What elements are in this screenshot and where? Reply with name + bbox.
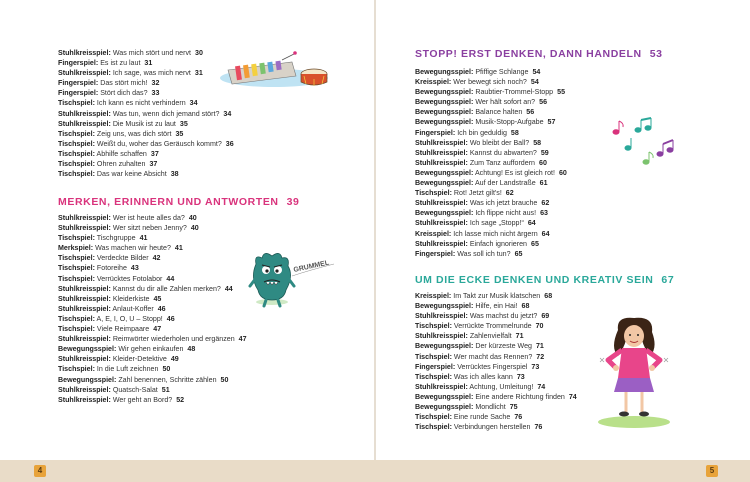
toc-entry-title: Einfach ignorieren bbox=[469, 239, 527, 248]
toc-list-um-die-ecke bbox=[415, 291, 577, 432]
toc-entry-title: Verrücktes Fingerspiel bbox=[457, 362, 528, 371]
toc-entry-type: Bewegungsspiel: bbox=[415, 118, 474, 127]
toc-entry-type: Stuhlkreisspiel: bbox=[415, 312, 468, 321]
toc-entry bbox=[415, 372, 577, 382]
music-notes-illustration bbox=[610, 118, 680, 168]
toc-entry-type: Tischspiel: bbox=[58, 365, 95, 374]
toc-entry bbox=[415, 87, 567, 97]
toc-entry bbox=[58, 284, 247, 294]
toc-entry-type: Tischspiel: bbox=[58, 149, 95, 158]
toc-entry bbox=[58, 98, 234, 108]
toc-entry-type: Stuhlkreisspiel: bbox=[58, 69, 111, 78]
toc-entry-title: Ich sage „Stopp!“ bbox=[469, 219, 524, 228]
toc-entry bbox=[415, 138, 567, 148]
toc-entry-title: Wer ist heute alles da? bbox=[112, 214, 185, 222]
toc-entry-type: Tischspiel: bbox=[415, 372, 452, 381]
toc-entry bbox=[58, 294, 247, 304]
toc-entry-page: 58 bbox=[533, 138, 542, 147]
toc-entry-page: 44 bbox=[166, 274, 175, 283]
toc-entry bbox=[415, 239, 567, 249]
toc-entry bbox=[415, 218, 567, 228]
toc-entry bbox=[415, 158, 567, 168]
toc-entry bbox=[58, 263, 247, 273]
toc-entry-type: Stuhlkreisspiel: bbox=[58, 284, 111, 293]
book-spine bbox=[374, 0, 376, 482]
toc-entry-type: Stuhlkreisspiel: bbox=[415, 239, 468, 248]
toc-entry-title: Was ich jetzt brauche bbox=[469, 199, 538, 208]
toc-entry-page: 64 bbox=[541, 229, 550, 238]
toc-entry-page: 59 bbox=[540, 148, 549, 157]
toc-entry-type: Tischspiel: bbox=[58, 234, 95, 243]
toc-entry-type: Stuhlkreisspiel: bbox=[58, 355, 111, 364]
section-heading-um-die-ecke bbox=[415, 274, 674, 286]
toc-entry-page: 60 bbox=[539, 158, 547, 167]
toc-entry bbox=[58, 324, 247, 334]
toc-entry bbox=[58, 149, 234, 159]
toc-entry-type: Tischspiel: bbox=[415, 189, 452, 198]
toc-entry-type: Stuhlkreisspiel: bbox=[415, 158, 468, 167]
toc-entry bbox=[58, 304, 247, 314]
toc-entry bbox=[58, 213, 247, 223]
toc-entry-title: Was ich alles kann bbox=[453, 372, 513, 381]
toc-entry-title: Ich sage, was mich nervt bbox=[112, 69, 191, 78]
section-heading-merken bbox=[58, 196, 300, 208]
toc-entry-type: Tischspiel: bbox=[58, 129, 95, 138]
toc-entry-title: Mondlicht bbox=[475, 403, 506, 412]
toc-entry-title: Achtung, Umleitung! bbox=[469, 382, 534, 391]
toc-entry-title: Weißt du, woher das Geräusch kommt? bbox=[96, 139, 222, 148]
toc-entry-page: 74 bbox=[568, 392, 577, 401]
page-number-right: 5 bbox=[706, 465, 718, 477]
toc-entry-type: Tischspiel: bbox=[415, 352, 452, 361]
toc-entry-page: 50 bbox=[162, 365, 171, 374]
toc-entry-type: Bewegungsspiel: bbox=[58, 375, 117, 384]
toc-entry bbox=[58, 364, 247, 374]
toc-entry-page: 55 bbox=[557, 88, 566, 97]
toc-entry-title: Ohren zuhalten bbox=[96, 160, 146, 169]
toc-entry-title: Es ist zu laut bbox=[100, 59, 141, 68]
toc-entry-page: 47 bbox=[153, 325, 162, 334]
toc-entry bbox=[58, 139, 234, 149]
toc-entry-type: Bewegungsspiel: bbox=[415, 392, 474, 401]
toc-entry bbox=[415, 208, 567, 218]
toc-entry-title: Die Musik ist zu laut bbox=[112, 119, 176, 128]
toc-entry-page: 54 bbox=[530, 78, 539, 87]
toc-entry-type: Stuhlkreisspiel: bbox=[58, 224, 111, 233]
toc-entry bbox=[58, 88, 234, 98]
toc-entry-page: 69 bbox=[541, 312, 550, 321]
toc-entry-type: Kreisspiel: bbox=[415, 229, 452, 238]
toc-entry-type: Fingerspiel: bbox=[58, 79, 99, 88]
section-title: UM DIE ECKE DENKEN UND KREATIV SEIN bbox=[415, 274, 654, 286]
toc-entry-page: 71 bbox=[535, 342, 544, 351]
toc-entry bbox=[58, 385, 247, 395]
toc-entry bbox=[58, 58, 234, 68]
toc-entry-title: Wo bleibt der Ball? bbox=[469, 138, 530, 147]
toc-entry bbox=[58, 48, 234, 58]
toc-entry bbox=[58, 159, 234, 169]
toc-entry-page: 32 bbox=[151, 79, 160, 88]
section-heading-stopp bbox=[415, 48, 663, 60]
toc-entry-page: 35 bbox=[175, 129, 184, 138]
toc-entry-page: 75 bbox=[509, 403, 518, 412]
toc-entry bbox=[415, 331, 577, 341]
toc-entry-page: 47 bbox=[238, 335, 247, 344]
toc-entry-title: Im Takt zur Musik klatschen bbox=[453, 292, 541, 300]
toc-entry-title: Wir gehen einkaufen bbox=[118, 345, 184, 354]
toc-entry-type: Stuhlkreisspiel: bbox=[415, 332, 468, 341]
toc-entry-page: 58 bbox=[510, 128, 519, 137]
toc-entry-page: 65 bbox=[531, 239, 539, 248]
section-page-number: 39 bbox=[286, 196, 300, 208]
toc-entry-type: Bewegungsspiel: bbox=[415, 209, 474, 218]
toc-entry-title: Der kürzeste Weg bbox=[475, 342, 532, 351]
toc-entry-title: Wer macht das Rennen? bbox=[453, 352, 533, 361]
toc-entry-type: Stuhlkreisspiel: bbox=[415, 382, 468, 391]
toc-entry-type: Tischspiel: bbox=[58, 99, 95, 108]
toc-entry bbox=[58, 109, 234, 119]
toc-entry-title: Pfiffige Schlange bbox=[475, 68, 529, 76]
toc-entry-title: Eine runde Sache bbox=[453, 413, 511, 422]
toc-entry-title: Ich flippe nicht aus! bbox=[475, 209, 537, 218]
toc-entry-type: Stuhlkreisspiel: bbox=[58, 214, 111, 222]
toc-entry-title: Was soll ich tun? bbox=[457, 249, 511, 258]
toc-entry-title: Rot! Jetzt gilt's! bbox=[453, 189, 502, 198]
toc-entry bbox=[58, 344, 247, 354]
toc-entry-title: Hilfe, ein Hai! bbox=[475, 302, 518, 311]
toc-entry-title: A, E, I, O, U – Stopp! bbox=[96, 314, 163, 323]
toc-entry bbox=[415, 311, 577, 321]
toc-entry-page: 46 bbox=[157, 304, 166, 313]
toc-entry-title: Verdeckte Bilder bbox=[96, 254, 149, 263]
toc-entry-type: Stuhlkreisspiel: bbox=[58, 385, 111, 394]
toc-entry-page: 42 bbox=[152, 254, 161, 263]
girl-illustration bbox=[596, 318, 672, 428]
toc-entry-page: 49 bbox=[170, 355, 179, 364]
toc-entry bbox=[415, 392, 577, 402]
toc-entry-page: 43 bbox=[130, 264, 139, 273]
toc-entry bbox=[58, 169, 234, 179]
toc-entry-type: Fingerspiel: bbox=[415, 362, 456, 371]
toc-entry-type: Fingerspiel: bbox=[58, 59, 99, 68]
toc-entry bbox=[58, 395, 247, 405]
page-number-left: 4 bbox=[34, 465, 46, 477]
toc-entry bbox=[415, 321, 577, 331]
toc-entry-title: Reimwörter wiederholen und ergänzen bbox=[112, 335, 235, 344]
toc-entry-page: 60 bbox=[558, 168, 567, 177]
toc-entry-title: Balance halten bbox=[475, 108, 523, 117]
toc-entry-title: Kleiderkiste bbox=[112, 294, 150, 303]
toc-entry-type: Stuhlkreisspiel: bbox=[58, 335, 111, 344]
toc-entry-type: Stuhlkreisspiel: bbox=[58, 304, 111, 313]
toc-entry-title: Ich kann es nicht verhindern bbox=[96, 99, 186, 108]
toc-entry-title: Kannst du abwarten? bbox=[469, 148, 537, 157]
toc-entry-page: 56 bbox=[539, 98, 548, 107]
toc-entry-type: Bewegungsspiel: bbox=[415, 88, 474, 97]
toc-entry-page: 48 bbox=[187, 345, 196, 354]
toc-entry-title: Wer bewegt sich noch? bbox=[453, 78, 527, 87]
toc-entry-page: 40 bbox=[188, 214, 197, 222]
toc-entry-type: Bewegungsspiel: bbox=[415, 302, 474, 311]
toc-entry-title: Eine andere Richtung finden bbox=[475, 392, 565, 401]
toc-entry bbox=[415, 67, 567, 77]
toc-entry-page: 64 bbox=[527, 219, 536, 228]
toc-entry-page: 76 bbox=[514, 413, 523, 422]
toc-entry bbox=[58, 243, 247, 253]
toc-entry-title: Das stört mich! bbox=[100, 79, 148, 88]
toc-entry-title: In die Luft zeichnen bbox=[96, 365, 159, 374]
toc-entry-page: 73 bbox=[531, 362, 540, 371]
toc-entry-page: 46 bbox=[166, 314, 175, 323]
toc-entry-page: 41 bbox=[139, 234, 148, 243]
toc-entry-type: Stuhlkreisspiel: bbox=[58, 294, 111, 303]
toc-entry-title: Fotoreihe bbox=[96, 264, 127, 273]
toc-list-merken bbox=[58, 213, 247, 405]
toc-entry-title: Kannst du dir alle Zahlen merken? bbox=[112, 284, 221, 293]
toc-entry-title: Zahlenvielfalt bbox=[469, 332, 512, 341]
toc-entry bbox=[58, 68, 234, 78]
toc-entry bbox=[415, 249, 567, 259]
toc-entry-page: 65 bbox=[514, 249, 523, 258]
toc-entry-type: Tischspiel: bbox=[58, 254, 95, 263]
toc-entry-page: 38 bbox=[170, 170, 179, 179]
toc-entry bbox=[415, 198, 567, 208]
toc-entry-page: 62 bbox=[541, 199, 550, 208]
toc-entry-type: Stuhlkreisspiel: bbox=[415, 219, 468, 228]
toc-entry-page: 35 bbox=[179, 119, 188, 128]
toc-entry-title: Musik-Stopp-Aufgabe bbox=[475, 118, 544, 127]
toc-entry-page: 34 bbox=[223, 109, 232, 118]
toc-entry-page: 63 bbox=[540, 209, 548, 218]
toc-entry-type: Tischspiel: bbox=[58, 170, 95, 179]
toc-entry bbox=[58, 223, 247, 233]
toc-entry-type: Kreisspiel: bbox=[415, 78, 452, 87]
toc-entry-type: Tischspiel: bbox=[415, 322, 452, 331]
toc-entry-title: Ich lasse mich nicht ärgern bbox=[453, 229, 538, 238]
toc-entry-page: 36 bbox=[225, 139, 234, 148]
section-title: STOPP! ERST DENKEN, DANN HANDELN bbox=[415, 48, 642, 60]
toc-list-stopp bbox=[415, 67, 567, 259]
toc-entry-page: 56 bbox=[526, 108, 535, 117]
toc-entry-page: 71 bbox=[515, 332, 524, 341]
toc-entry bbox=[415, 107, 567, 117]
toc-entry-type: Bewegungsspiel: bbox=[415, 342, 474, 351]
toc-entry-type: Tischspiel: bbox=[58, 325, 95, 334]
toc-entry-type: Tischspiel: bbox=[58, 264, 95, 273]
toc-entry-title: Was machen wir heute? bbox=[95, 244, 171, 253]
toc-entry-page: 51 bbox=[161, 385, 170, 394]
toc-entry-page: 61 bbox=[539, 179, 548, 188]
toc-entry-type: Stuhlkreisspiel: bbox=[415, 138, 468, 147]
toc-entry-page: 54 bbox=[532, 68, 541, 76]
toc-entry bbox=[415, 412, 577, 422]
toc-entry bbox=[415, 128, 567, 138]
toc-entry-type: Fingerspiel: bbox=[415, 249, 456, 258]
toc-entry-page: 50 bbox=[220, 375, 229, 384]
toc-entry-title: Verrücktes Fotolabor bbox=[96, 274, 163, 283]
toc-entry-title: Viele Reimpaare bbox=[96, 325, 150, 334]
toc-entry-type: Stuhlkreisspiel: bbox=[58, 395, 111, 404]
toc-entry-page: 73 bbox=[516, 372, 525, 381]
toc-entry bbox=[415, 352, 577, 362]
toc-entry-title: Verrückte Trommelrunde bbox=[453, 322, 532, 331]
toc-entry-type: Tischspiel: bbox=[58, 274, 95, 283]
toc-entry bbox=[415, 291, 577, 301]
toc-entry-page: 44 bbox=[224, 284, 233, 293]
toc-entry-page: 52 bbox=[176, 395, 185, 404]
toc-entry bbox=[58, 314, 247, 324]
toc-entry-type: Kreisspiel: bbox=[415, 292, 452, 300]
section-page-number: 53 bbox=[649, 48, 663, 60]
toc-entry bbox=[415, 422, 577, 432]
toc-entry bbox=[58, 274, 247, 284]
toc-entry bbox=[415, 362, 577, 372]
toc-entry-title: Was tun, wenn dich jemand stört? bbox=[112, 109, 220, 118]
toc-entry bbox=[58, 354, 247, 364]
section-page-number: 67 bbox=[661, 274, 675, 286]
grumpy-monster-illustration bbox=[250, 250, 340, 310]
toc-entry-page: 41 bbox=[174, 244, 183, 253]
toc-entry-type: Tischspiel: bbox=[58, 139, 95, 148]
toc-entry-page: 33 bbox=[151, 89, 160, 98]
toc-entry-title: Was mich stört und nervt bbox=[112, 49, 191, 57]
xylophone-drum-illustration bbox=[222, 58, 332, 88]
toc-entry-page: 57 bbox=[547, 118, 556, 127]
toc-entry-title: Abhilfe schaffen bbox=[96, 149, 147, 158]
toc-entry bbox=[58, 233, 247, 243]
toc-entry bbox=[415, 77, 567, 87]
toc-entry-title: Auf der Landstraße bbox=[474, 179, 536, 188]
monster-caption: GRUMMEL bbox=[292, 259, 330, 274]
toc-entry-type: Bewegungsspiel: bbox=[415, 68, 474, 76]
toc-entry-page: 72 bbox=[536, 352, 545, 361]
toc-entry-title: Wer hält sofort an? bbox=[475, 98, 536, 107]
toc-entry-title: Ich bin geduldig bbox=[457, 128, 507, 137]
toc-entry-page: 76 bbox=[534, 423, 543, 432]
toc-entry-title: Raubtier-Trommel-Stopp bbox=[475, 88, 554, 97]
toc-entry-title: Anlaut-Koffer bbox=[112, 304, 154, 313]
section-title: MERKEN, ERINNERN UND ANTWORTEN bbox=[58, 196, 279, 208]
book-bottom-edge bbox=[0, 460, 750, 482]
toc-entry-title: Achtung! Es ist gleich rot! bbox=[474, 168, 555, 177]
toc-entry-type: Tischspiel: bbox=[58, 160, 95, 169]
toc-entry-type: Tischspiel: bbox=[58, 314, 95, 323]
toc-entry-type: Merkspiel: bbox=[58, 244, 94, 253]
toc-entry bbox=[58, 78, 234, 88]
toc-entry-type: Stuhlkreisspiel: bbox=[415, 199, 468, 208]
toc-entry-type: Stuhlkreisspiel: bbox=[58, 49, 111, 57]
toc-entry-type: Bewegungsspiel: bbox=[415, 403, 474, 412]
toc-entry-title: Kleider-Detektive bbox=[112, 355, 167, 364]
toc-entry bbox=[58, 119, 234, 129]
toc-entry-type: Stuhlkreisspiel: bbox=[58, 109, 111, 118]
toc-list-continued bbox=[58, 48, 234, 179]
toc-entry bbox=[415, 229, 567, 239]
toc-entry-type: Fingerspiel: bbox=[415, 128, 456, 137]
toc-entry-page: 74 bbox=[537, 382, 546, 391]
toc-entry-page: 68 bbox=[521, 302, 530, 311]
toc-entry-type: Stuhlkreisspiel: bbox=[415, 148, 468, 157]
toc-entry bbox=[415, 188, 567, 198]
toc-entry bbox=[58, 253, 247, 263]
toc-entry-page: 34 bbox=[189, 99, 198, 108]
toc-entry-page: 31 bbox=[144, 59, 153, 68]
toc-entry-title: Quatsch-Salat bbox=[112, 385, 158, 394]
toc-entry-page: 68 bbox=[544, 292, 553, 300]
toc-entry-page: 70 bbox=[535, 322, 544, 331]
toc-entry-page: 62 bbox=[505, 189, 514, 198]
toc-entry bbox=[415, 117, 567, 127]
toc-entry-type: Stuhlkreisspiel: bbox=[58, 119, 111, 128]
toc-entry-title: Zum Tanz auffordern bbox=[469, 158, 536, 167]
toc-entry-page: 45 bbox=[153, 294, 162, 303]
toc-entry-type: Tischspiel: bbox=[415, 413, 452, 422]
toc-entry-title: Zeig uns, was dich stört bbox=[96, 129, 172, 138]
toc-entry-page: 40 bbox=[190, 224, 199, 233]
toc-entry-title: Was machst du jetzt? bbox=[469, 312, 538, 321]
toc-entry-title: Wer geht an Bord? bbox=[112, 395, 173, 404]
toc-entry-title: Das war keine Absicht bbox=[96, 170, 167, 179]
toc-entry-type: Bewegungsspiel: bbox=[58, 345, 117, 354]
toc-entry bbox=[415, 382, 577, 392]
toc-entry-title: Verbindungen herstellen bbox=[453, 423, 531, 432]
toc-entry-page: 31 bbox=[194, 69, 203, 78]
toc-entry bbox=[58, 334, 247, 344]
toc-entry-title: Tischgruppe bbox=[96, 234, 136, 243]
toc-entry bbox=[415, 148, 567, 158]
toc-entry bbox=[415, 178, 567, 188]
toc-entry-type: Tischspiel: bbox=[415, 423, 452, 432]
toc-entry-type: Bewegungsspiel: bbox=[415, 168, 474, 177]
toc-entry-page: 30 bbox=[195, 49, 203, 57]
toc-entry bbox=[415, 341, 577, 351]
toc-entry-type: Bewegungsspiel: bbox=[415, 98, 474, 107]
toc-entry-page: 37 bbox=[149, 160, 158, 169]
toc-entry-title: Stört dich das? bbox=[100, 89, 148, 98]
toc-entry bbox=[415, 402, 577, 412]
toc-entry-page: 37 bbox=[150, 149, 159, 158]
toc-entry-title: Zahl benennen, Schritte zählen bbox=[118, 375, 217, 384]
toc-entry-title: Wer sitzt neben Jenny? bbox=[112, 224, 187, 233]
toc-entry bbox=[415, 301, 577, 311]
toc-entry-type: Bewegungsspiel: bbox=[415, 179, 474, 188]
toc-entry bbox=[415, 168, 567, 178]
toc-entry bbox=[58, 129, 234, 139]
toc-entry-type: Bewegungsspiel: bbox=[415, 108, 474, 117]
toc-entry bbox=[58, 375, 247, 385]
toc-entry-type: Fingerspiel: bbox=[58, 89, 99, 98]
toc-entry bbox=[415, 97, 567, 107]
